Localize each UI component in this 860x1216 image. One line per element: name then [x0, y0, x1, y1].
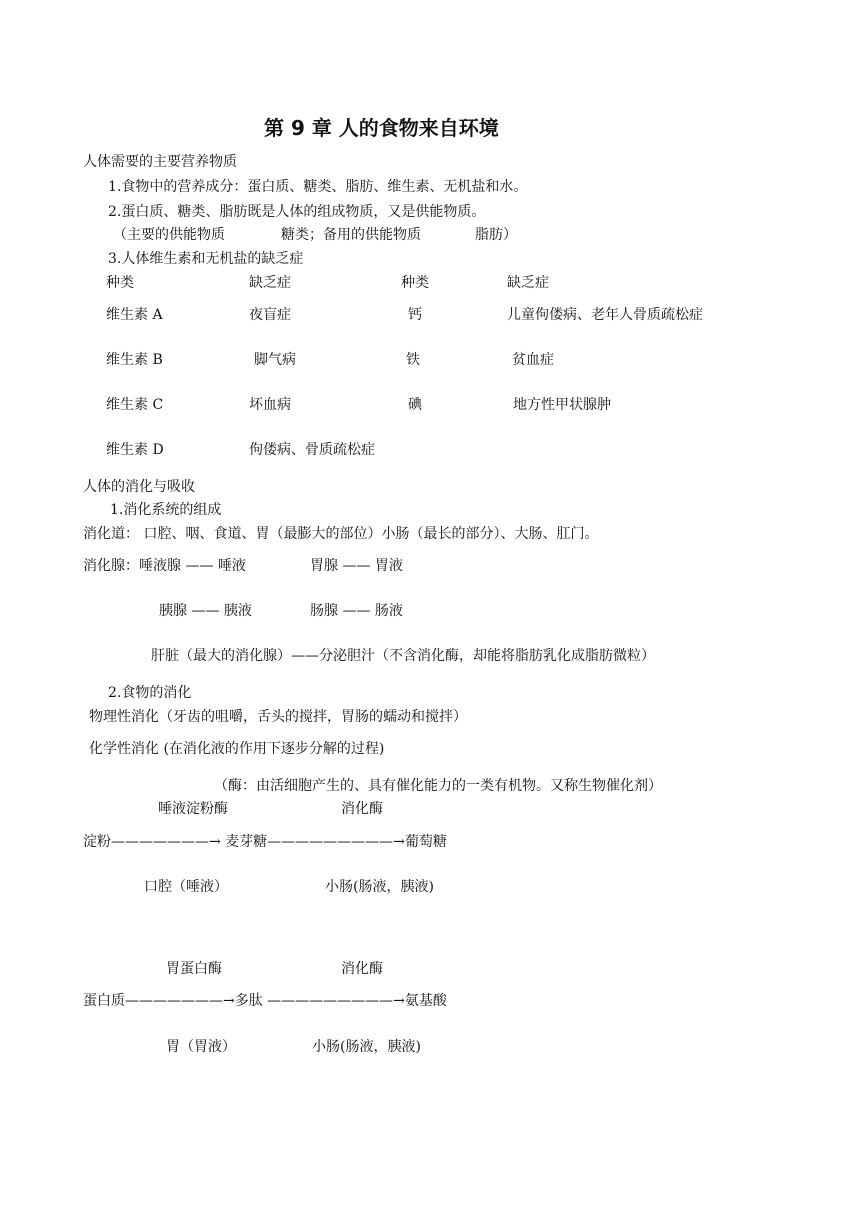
table-header-type-1: 种类 [106, 275, 134, 291]
gland-pancreas: 胰腺 —— 胰液 [159, 603, 252, 619]
table-cell: 坏血病 [249, 397, 291, 413]
digestion-sub-1: 1.消化系统的组成 [110, 502, 222, 518]
table-cell: 维生素 D [106, 442, 164, 458]
physical-digestion: 物理性消化（牙齿的咀嚼，舌头的搅拌，胃肠的蠕动和搅拌） [89, 709, 467, 725]
table-cell: 铁 [406, 352, 420, 368]
protein-chain: 蛋白质———————→多肽 —————————→氨基酸 [83, 993, 447, 1009]
energy-note-3: 脂肪） [475, 227, 517, 243]
section-heading-nutrients: 人体需要的主要营养物质 [83, 154, 237, 170]
chemical-digestion: 化学性消化 (在消化液的作用下逐步分解的过程) [89, 741, 385, 757]
gland-intestinal: 肠腺 —— 肠液 [310, 603, 403, 619]
protein-enzyme-2: 消化酶 [341, 961, 383, 977]
digestion-sub-2: 2.食物的消化 [108, 685, 192, 701]
table-cell: 贫血症 [512, 352, 554, 368]
table-cell: 儿童佝偻病、老年人骨质疏松症 [507, 307, 703, 323]
starch-enzyme-2: 消化酶 [341, 801, 383, 817]
gland-liver: 肝脏（最大的消化腺）——分泌胆汁（不含消化酶，却能将脂肪乳化成脂肪微粒） [151, 648, 655, 664]
table-header-deficiency-2: 缺乏症 [507, 275, 549, 291]
table-cell: 维生素 A [106, 307, 163, 323]
protein-place-2: 小肠(肠液，胰液) [312, 1039, 421, 1055]
table-cell: 维生素 B [106, 352, 163, 368]
table-header-type-2: 种类 [401, 275, 429, 291]
table-cell: 钙 [408, 307, 422, 323]
protein-place-1: 胃（胃液） [166, 1039, 236, 1055]
page-title: 第 9 章 人的食物来自环境 [264, 116, 499, 140]
table-cell: 地方性甲状腺肿 [513, 397, 611, 413]
starch-chain: 淀粉———————→ 麦芽糖—————————→葡萄糖 [83, 834, 447, 850]
protein-enzyme-1: 胃蛋白酶 [166, 961, 222, 977]
energy-note-1: （主要的供能物质 [113, 227, 225, 243]
table-cell: 脚气病 [254, 352, 296, 368]
enzyme-note: （酶：由活细胞产生的、具有催化能力的一类有机物。又称生物催化剂） [214, 778, 662, 794]
nutrients-item-2: 2.蛋白质、糖类、脂肪既是人体的组成物质，又是供能物质。 [108, 204, 486, 220]
starch-place-2: 小肠(肠液，胰液) [325, 879, 434, 895]
table-header-deficiency-1: 缺乏症 [249, 275, 291, 291]
energy-note-2: 糖类；备用的供能物质 [281, 227, 421, 243]
table-cell: 维生素 C [106, 397, 164, 413]
digestive-tract: 消化道： 口腔、咽、食道、胃（最膨大的部位）小肠（最长的部分）、大肠、肛门。 [83, 526, 599, 542]
table-cell: 夜盲症 [249, 307, 291, 323]
gland-gastric: 胃腺 —— 胃液 [310, 558, 403, 574]
table-cell: 碘 [408, 397, 422, 413]
table-cell: 佝偻病、骨质疏松症 [249, 442, 375, 458]
nutrients-item-3: 3.人体维生素和无机盐的缺乏症 [108, 251, 304, 267]
starch-place-1: 口腔（唾液） [144, 879, 228, 895]
section-heading-digestion: 人体的消化与吸收 [83, 479, 195, 495]
starch-enzyme-1: 唾液淀粉酶 [158, 801, 228, 817]
gland-salivary: 消化腺：唾液腺 —— 唾液 [83, 558, 246, 574]
nutrients-item-1: 1.食物中的营养成分：蛋白质、糖类、脂肪、维生素、无机盐和水。 [108, 179, 528, 195]
